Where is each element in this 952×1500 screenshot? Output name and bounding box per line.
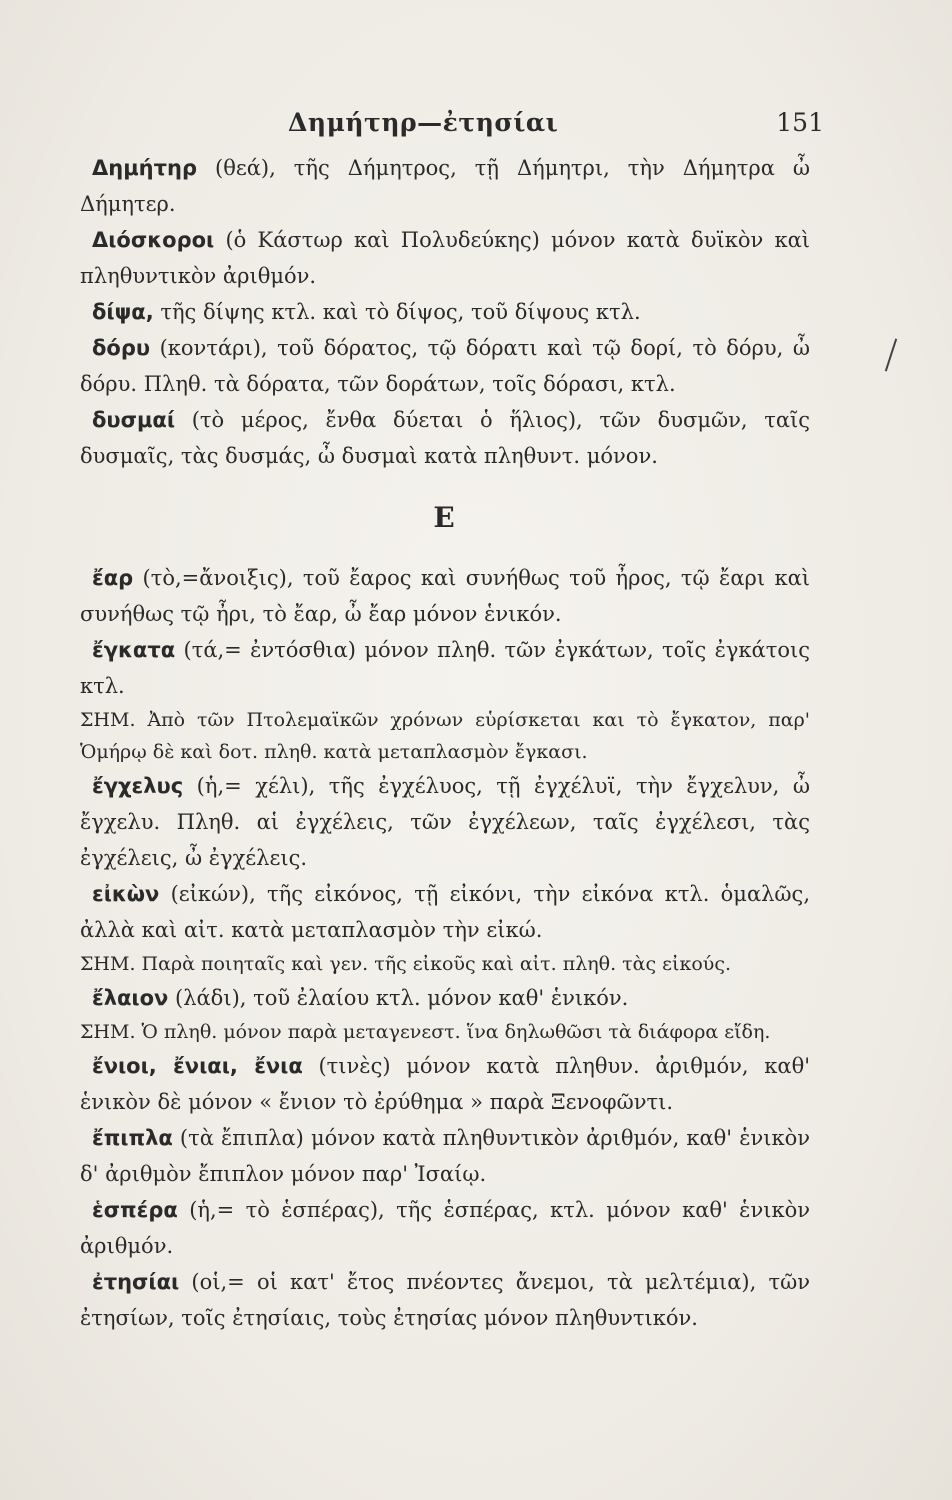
entry-headword: ἔλαιον xyxy=(92,986,169,1010)
dictionary-entry xyxy=(80,768,810,876)
entry-text: (κοντάρι), τοῦ δόρατος, τῷ δόρατι καὶ τῷ δορί, τὸ δόρυ, ὦ δόρυ. Πληθ. τὰ δόρατα, τῶν δοράτων, τοῖς δόρασι, κτλ. xyxy=(80,336,810,396)
dictionary-entry xyxy=(80,1120,810,1192)
dictionary-entry xyxy=(80,402,810,474)
dictionary-entry xyxy=(80,560,810,632)
entry-text: (οἱ,= οἱ κατ' ἔτος πνέοντες ἄνεμοι, τὰ μελτέμια), τῶν ἐτησίων, τοῖς ἐτησίαις, τοὺς ἐτησίας μόνον πληθυντικόν. xyxy=(80,1270,810,1330)
dictionary-entry xyxy=(80,1048,810,1120)
margin-mark xyxy=(885,339,897,372)
entry-text: (τὰ ἔπιπλα) μόνον κατὰ πληθυντικὸν ἀριθμόν, καθ' ἑνικὸν δ' ἀριθμὸν ἔπιπλον μόνον παρ' Ἰσαίῳ. xyxy=(80,1126,810,1186)
entry-headword: εἰκὼν xyxy=(92,882,160,906)
note-text: Ἀπὸ τῶν Πτολεμαϊκῶν χρόνων εὑρίσκεται και τὸ ἔγκατον, παρ' Ὁμήρῳ δὲ καὶ δοτ. πληθ. κατὰ μεταπλασμὸν ἔγκασι. xyxy=(80,709,810,763)
dictionary-entry xyxy=(80,150,810,222)
entry-headword: δίψα, xyxy=(92,300,154,324)
dictionary-text xyxy=(80,150,810,1336)
note-label: ΣΗΜ. xyxy=(80,1021,136,1043)
note-label: ΣΗΜ. xyxy=(80,953,136,975)
entry-headword: δυσμαί xyxy=(92,408,176,432)
page-number: 151 xyxy=(776,108,824,137)
running-head: Δημήτηρ—ἐτησίαι xyxy=(288,108,559,137)
section-letter: Ε xyxy=(433,501,457,534)
entry-headword: ἔγχελυς xyxy=(92,774,184,798)
entries-after-section xyxy=(80,560,810,1336)
note-paragraph xyxy=(80,704,810,768)
entry-headword: ἔαρ xyxy=(92,566,134,590)
entry-headword: δόρυ xyxy=(92,336,151,360)
entry-headword: ἔπιπλα xyxy=(92,1126,173,1150)
dictionary-entry xyxy=(80,294,810,330)
note-text: Ὁ πληθ. μόνον παρὰ μεταγενεστ. ἵνα δηλωθῶσι τὰ διάφορα εἴδη. xyxy=(135,1021,771,1043)
entry-headword: ἔνιοι, ἔνιαι, ἔνια xyxy=(92,1054,303,1078)
entry-text: (τά,= ἐντόσθια) μόνον πληθ. τῶν ἐγκάτων, τοῖς ἐγκάτοις κτλ. xyxy=(80,638,810,698)
entry-headword: Δημήτηρ xyxy=(92,156,197,180)
entry-text: (ὁ Κάστωρ καὶ Πολυδεύκης) μόνον κατὰ δυϊκὸν καὶ πληθυντικὸν ἀριθμόν. xyxy=(80,228,810,288)
entry-text: (ἡ,= τὸ ἑσπέρας), τῆς ἑσπέρας, κτλ. μόνον καθ' ἑνικὸν ἀριθμόν. xyxy=(80,1198,810,1258)
entry-text: (τινὲς) μόνον κατὰ πληθυν. ἀριθμόν, καθ' ἑνικὸν δὲ μόνον « ἔνιον τὸ ἐρύθημα » παρὰ Ξενοφῶντι. xyxy=(80,1054,810,1114)
dictionary-entry xyxy=(80,980,810,1016)
entry-text: τῆς δίψης κτλ. καὶ τὸ δίψος, τοῦ δίψους κτλ. xyxy=(153,300,641,324)
note-label: ΣΗΜ. xyxy=(80,709,136,731)
note-paragraph xyxy=(80,1016,810,1048)
entry-text: (ἡ,= χέλι), τῆς ἐγχέλυος, τῇ ἐγχέλυϊ, τὴν ἔγχελυν, ὦ ἔγχελυ. Πληθ. αἱ ἐγχέλεις, τῶν ἐγχέλεων, ταῖς ἐγχέλεσι, τὰς ἐγχέλεις, ὦ ἐγχέλεις. xyxy=(80,774,810,870)
note-paragraph xyxy=(80,948,810,980)
entry-headword: ἔγκατα xyxy=(92,638,176,662)
entry-text: (λάδι), τοῦ ἐλαίου κτλ. μόνον καθ' ἑνικόν. xyxy=(168,986,629,1010)
dictionary-entry xyxy=(80,1192,810,1264)
entry-text: (τὸ,=ἄνοιξις), τοῦ ἔαρος καὶ συνήθως τοῦ ἦρος, τῷ ἔαρι καὶ συνήθως τῷ ἦρι, τὸ ἔαρ, ὦ ἔαρ μόνον ἑνικόν. xyxy=(80,566,810,626)
note-text: Παρὰ ποιηταῖς καὶ γεν. τῆς εἰκοῦς καὶ αἰτ. πληθ. τὰς εἰκούς. xyxy=(135,953,732,975)
entry-text: (θεά), τῆς Δήμητρος, τῇ Δήμητρι, τὴν Δήμητρα ὦ Δήμητερ. xyxy=(80,156,810,216)
dictionary-entry xyxy=(80,876,810,948)
dictionary-entry xyxy=(80,330,810,402)
entry-headword: Διόσκοροι xyxy=(92,228,215,252)
page-header xyxy=(0,108,952,148)
entry-headword: ἑσπέρα xyxy=(92,1198,178,1222)
entries-before-section xyxy=(80,150,810,474)
entry-text: (τὸ μέρος, ἔνθα δύεται ὁ ἥλιος), τῶν δυσμῶν, ταῖς δυσμαῖς, τὰς δυσμάς, ὦ δυσμαὶ κατὰ πληθυντ. μόνον. xyxy=(80,408,810,468)
dictionary-entry xyxy=(80,222,810,294)
entry-text: (εἰκών), τῆς εἰκόνος, τῇ εἰκόνι, τὴν εἰκόνα κτλ. ὁμαλῶς, ἀλλὰ καὶ αἰτ. κατὰ μεταπλασμὸν τὴν εἰκώ. xyxy=(80,882,810,942)
dictionary-entry xyxy=(80,632,810,704)
entry-headword: ἐτησίαι xyxy=(92,1270,180,1294)
dictionary-entry xyxy=(80,1264,810,1336)
